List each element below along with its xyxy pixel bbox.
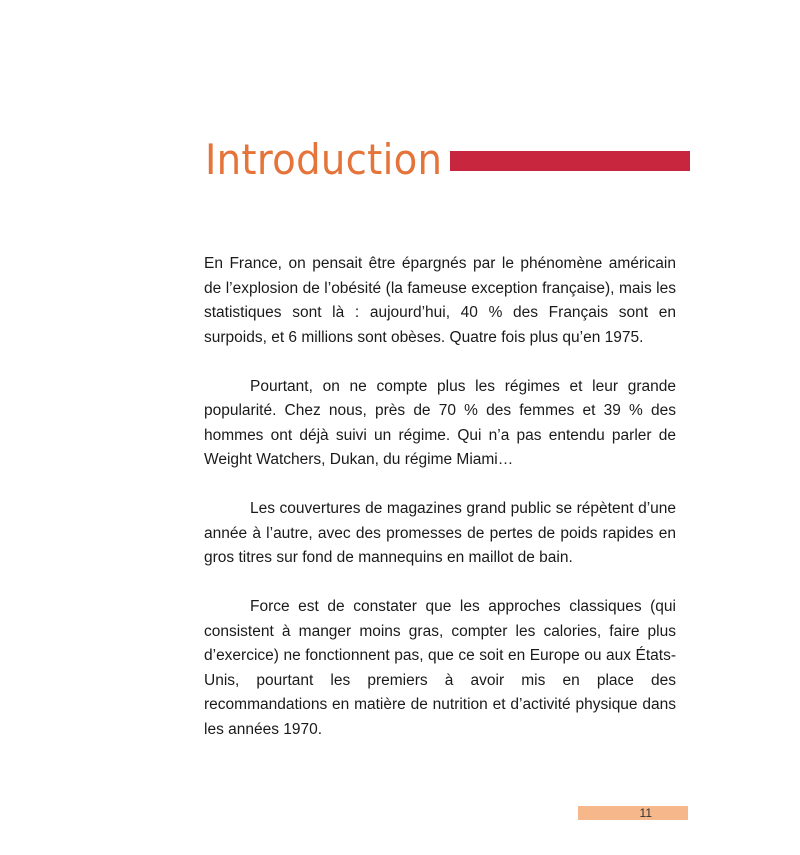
- page-number: 11: [639, 806, 652, 820]
- body-text: [204, 252, 676, 767]
- paragraph-3: Les couvertures de magazines grand public se répètent d’une année à l’autre, avec des promesses de pertes de poids rapides en gros titres sur fond de mannequins en maillot de bain.: [204, 500, 676, 566]
- title-accent-bar: [450, 151, 690, 171]
- chapter-title: Introduction: [205, 135, 443, 184]
- chapter-heading: [205, 132, 690, 188]
- paragraph-4: Force est de constater que les approches classiques (qui consistent à manger moins gras, compter les calories, faire plus d’exercice) ne fonctionnent pas, que ce soit en Europe ou aux États-Unis, pourtant les premiers à avoir mis en place des recommandations en matière de nutrition et d’activité physique dans les années 1970.: [204, 598, 676, 738]
- paragraph-1: En France, on pensait être épargnés par le phénomène américain de l’explosion de l’obésité (la fameuse exception française), mais les statistiques sont là : aujourd’hui, 40 % des Français sont en surpoids, et 6 millions sont obèses. Quatre fois plus qu’en 1975.: [204, 255, 676, 346]
- page-number-box: [578, 806, 688, 820]
- paragraph-2: Pourtant, on ne compte plus les régimes et leur grande popularité. Chez nous, près de 70 % des femmes et 39 % des hommes ont déjà suivi un régime. Qui n’a pas entendu parler de Weight Watchers, Dukan, du régime Miami…: [204, 377, 676, 468]
